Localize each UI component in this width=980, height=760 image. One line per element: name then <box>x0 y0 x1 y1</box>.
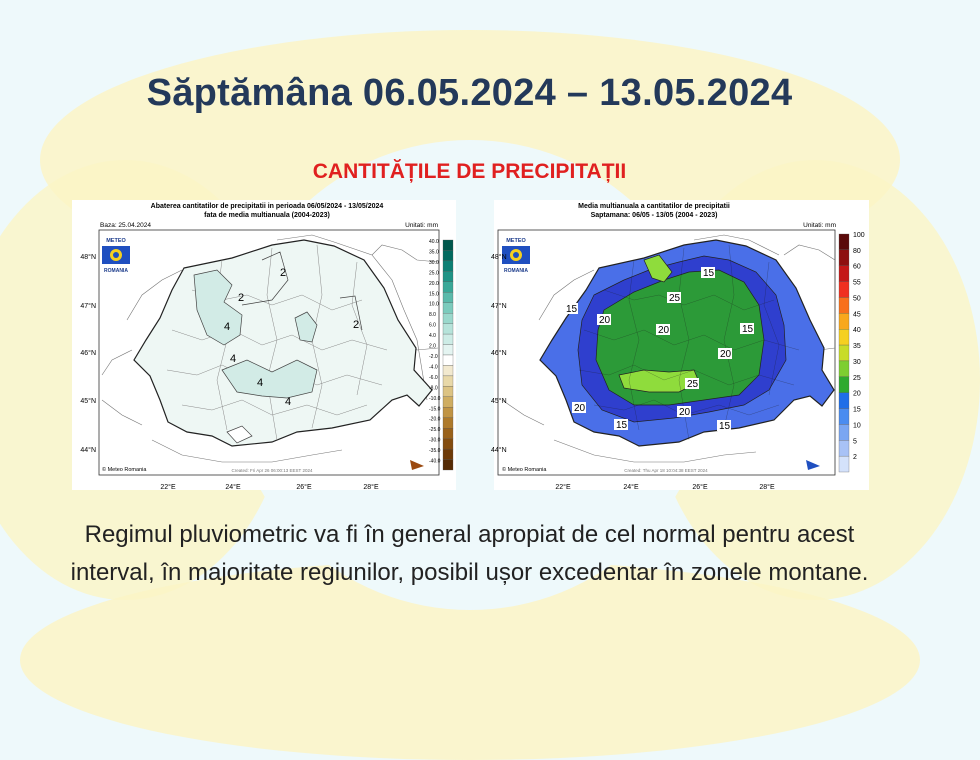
legend-label: -10.0 <box>429 395 441 402</box>
legend-label: -20.0 <box>429 416 441 423</box>
contour-label: 20 <box>574 403 586 414</box>
legend-label: 35.0 <box>429 249 439 256</box>
svg-text:48°N: 48°N <box>491 254 507 261</box>
contour-label: 25 <box>687 379 699 390</box>
svg-text:44°N: 44°N <box>80 447 96 454</box>
legend-swatch <box>839 409 849 425</box>
legend-swatch <box>839 361 849 377</box>
legend-swatch <box>839 234 849 250</box>
contour-label: 2 <box>238 292 245 304</box>
legend-label: 25.0 <box>429 270 439 277</box>
legend-label: 50 <box>853 295 861 303</box>
legend-swatch <box>443 292 453 302</box>
legend-swatch <box>443 355 453 365</box>
contour-label: 15 <box>742 324 754 335</box>
legend-label: 8.0 <box>429 312 436 319</box>
svg-text:ROMANIA: ROMANIA <box>104 268 128 274</box>
map-base-date: Baza: 25.04.2024 <box>100 222 151 229</box>
legend-swatch <box>839 377 849 393</box>
legend-label: 100 <box>853 232 865 239</box>
page-subtitle: CANTITĂȚILE DE PRECIPITAȚII <box>312 160 627 183</box>
contour-label: 15 <box>616 420 628 431</box>
contour-label: 2 <box>353 319 360 331</box>
legend-label: 15 <box>853 406 861 414</box>
legend-swatch <box>839 250 849 266</box>
legend-swatch <box>839 424 849 440</box>
legend-label: 80 <box>853 247 861 255</box>
legend-swatch <box>839 345 849 361</box>
legend-label: 20.0 <box>429 280 439 287</box>
svg-text:26°E: 26°E <box>692 484 708 491</box>
map-title-line-1: Media multianuala a cantitatilor de precipitatii <box>578 203 730 210</box>
svg-text:22°E: 22°E <box>555 484 571 491</box>
svg-text:45°N: 45°N <box>491 398 507 405</box>
legend-label: -15.0 <box>429 406 441 413</box>
contour-label: 20 <box>679 407 691 418</box>
legend-swatch <box>443 303 453 313</box>
svg-text:26°E: 26°E <box>296 484 312 491</box>
svg-text:24°E: 24°E <box>225 484 241 491</box>
legend-swatch <box>839 297 849 313</box>
legend-label: 5 <box>853 438 857 446</box>
anomaly-map-panel <box>72 200 456 490</box>
contour-label: 20 <box>720 349 732 360</box>
legend-swatch <box>443 407 453 417</box>
legend-label: 4.0 <box>429 333 436 340</box>
average-legend <box>839 232 865 472</box>
legend-swatch <box>443 271 453 281</box>
svg-text:46°N: 46°N <box>80 350 96 357</box>
legend-label: 25 <box>853 374 861 382</box>
svg-text:44°N: 44°N <box>491 447 507 454</box>
map-title-line-2: fata de media multianuala (2004-2023) <box>204 212 330 219</box>
contour-label: 4 <box>257 377 264 389</box>
description-text: Regimul pluviometric va fi în general apropiat de cel normal pentru acest interval, în majoritate regiunilor, posibil ușor excedentar în zonele montane. <box>70 521 869 587</box>
svg-text:45°N: 45°N <box>80 398 96 405</box>
svg-text:47°N: 47°N <box>80 303 96 310</box>
map-title-line-2: Saptamana: 06/05 - 13/05 (2004 - 2023) <box>590 212 718 219</box>
map-units: Unitati: mm <box>803 222 836 229</box>
anomaly-map <box>72 200 456 490</box>
legend-label: 35 <box>853 343 861 351</box>
legend-label: 10.0 <box>429 301 439 308</box>
legend-swatch <box>443 313 453 323</box>
legend-label: 45 <box>853 311 861 319</box>
svg-text:METEO: METEO <box>106 238 126 244</box>
latitude-labels <box>80 253 96 454</box>
legend-swatch <box>443 449 453 459</box>
legend-label: -40.0 <box>429 458 441 465</box>
contour-label: 20 <box>658 325 670 336</box>
map-title-line-1: Abaterea cantitatilor de precipitatii in perioada 06/05/2024 - 13/05/2024 <box>150 203 384 210</box>
average-map <box>491 200 869 491</box>
legend-label: 30.0 <box>429 259 439 266</box>
map-created: Created: Thu Apr 18 10:04:38 EEST 2024 <box>624 468 708 473</box>
legend-swatch <box>839 456 849 472</box>
legend-swatch <box>443 439 453 449</box>
longitude-labels <box>160 483 379 491</box>
map-units: Unitati: mm <box>405 222 438 229</box>
svg-text:METEO: METEO <box>506 238 526 244</box>
legend-label: -8.0 <box>429 385 438 392</box>
svg-text:46°N: 46°N <box>491 350 507 357</box>
legend-swatch <box>443 282 453 292</box>
legend-swatch <box>443 345 453 355</box>
contour-label: 2 <box>280 267 287 279</box>
legend-swatch <box>443 365 453 375</box>
contour-label: 4 <box>285 396 292 408</box>
legend-label: -6.0 <box>429 374 438 381</box>
legend-swatch <box>839 440 849 456</box>
contour-label: 20 <box>599 315 611 326</box>
legend-swatch <box>443 261 453 271</box>
legend-swatch <box>839 393 849 409</box>
map-credit: © Meteo Romania <box>502 467 547 473</box>
average-map-panel <box>491 200 869 491</box>
svg-text:48°N: 48°N <box>80 254 96 261</box>
legend-swatch <box>839 329 849 345</box>
legend-label: 10 <box>853 422 861 430</box>
contour-label: 4 <box>230 353 237 365</box>
legend-label: -2.0 <box>429 354 438 360</box>
legend-swatch <box>443 250 453 260</box>
svg-text:22°E: 22°E <box>160 484 176 491</box>
legend-swatch <box>443 397 453 407</box>
svg-text:28°E: 28°E <box>363 484 379 491</box>
contour-label: 15 <box>703 268 715 279</box>
contour-label: 25 <box>669 293 681 304</box>
legend-swatch <box>443 240 453 250</box>
legend-swatch <box>839 282 849 298</box>
legend-label: -30.0 <box>429 437 441 444</box>
page-title: Săptămâna 06.05.2024 – 13.05.2024 <box>146 72 793 114</box>
map-created: Created: Fri Apr 26 06:00:13 EEST 2024 <box>231 468 313 473</box>
legend-swatch <box>443 418 453 428</box>
legend-label: 55 <box>853 279 861 287</box>
legend-swatch <box>443 334 453 344</box>
legend-swatch <box>443 376 453 386</box>
legend-label: 30 <box>853 358 861 366</box>
legend-label: 40 <box>853 327 861 335</box>
svg-text:ROMANIA: ROMANIA <box>504 268 528 274</box>
legend-label: 2.0 <box>429 343 436 350</box>
legend-label: 40.0 <box>429 239 439 245</box>
legend-label: 60 <box>853 263 861 271</box>
legend-swatch <box>839 313 849 329</box>
legend-label: -25.0 <box>429 427 441 434</box>
legend-label: 20 <box>853 390 861 398</box>
svg-text:47°N: 47°N <box>491 303 507 310</box>
legend-swatch <box>443 460 453 470</box>
legend-label: 15.0 <box>429 291 439 298</box>
legend-swatch <box>839 266 849 282</box>
legend-label: 6.0 <box>429 322 436 329</box>
legend-swatch <box>443 324 453 334</box>
svg-text:24°E: 24°E <box>623 484 639 491</box>
legend-swatch <box>443 386 453 396</box>
legend-label: 2 <box>853 454 857 462</box>
longitude-labels <box>555 483 775 491</box>
svg-text:28°E: 28°E <box>759 484 775 491</box>
contour-label: 4 <box>224 321 231 333</box>
contour-label: 15 <box>566 304 578 315</box>
map-credit: © Meteo Romania <box>102 467 147 473</box>
legend-swatch <box>443 428 453 438</box>
contour-label: 15 <box>719 421 731 432</box>
legend-label: -4.0 <box>429 364 438 371</box>
legend-label: -35.0 <box>429 448 441 455</box>
